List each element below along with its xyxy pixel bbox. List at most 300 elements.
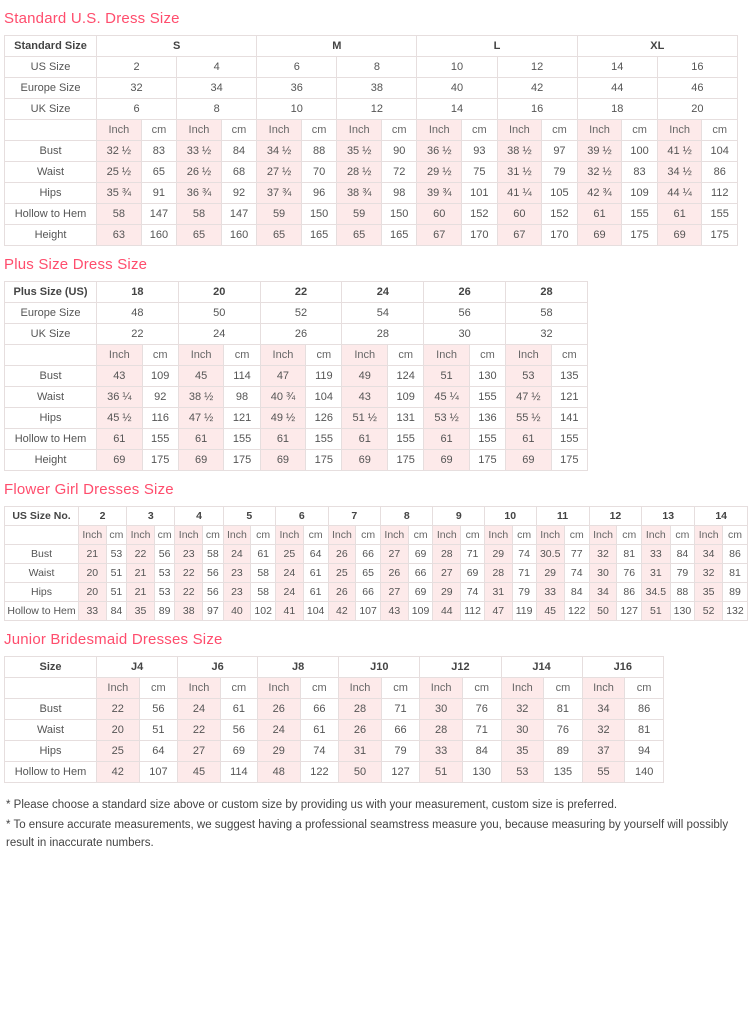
- size-11: 11: [536, 507, 589, 526]
- cell: 32 ½: [577, 162, 622, 183]
- size-22: 22: [260, 282, 342, 303]
- size-8: 8: [381, 507, 433, 526]
- cell: 61: [220, 699, 257, 720]
- cell: 107: [139, 762, 178, 783]
- cell: 76: [544, 720, 583, 741]
- cell: 31: [642, 564, 670, 583]
- row-label-europe-size: Europe Size: [5, 78, 97, 99]
- cell: 25: [328, 564, 356, 583]
- cell: 90: [382, 141, 417, 162]
- cell: 23: [175, 545, 203, 564]
- cell: 34: [177, 78, 257, 99]
- plus-size-table: [4, 281, 588, 471]
- cell: 170: [462, 225, 497, 246]
- cell: 41: [276, 602, 304, 621]
- cell: 32: [582, 720, 625, 741]
- cell: 51: [106, 564, 127, 583]
- unit-inch: Inch: [260, 345, 306, 366]
- cell: 28: [342, 324, 424, 345]
- cell: 16: [497, 99, 577, 120]
- unit-cm: cm: [154, 526, 175, 545]
- cell: 31: [485, 583, 513, 602]
- unit-inch: Inch: [258, 678, 301, 699]
- cell: 175: [702, 225, 738, 246]
- cell: 43: [381, 602, 409, 621]
- row-label-hollow-to-hem: Hollow to Hem: [5, 762, 97, 783]
- cell: 6: [97, 99, 177, 120]
- cell: 76: [617, 564, 642, 583]
- cell: 59: [337, 204, 382, 225]
- cell: 81: [625, 720, 664, 741]
- unit-cm: cm: [139, 678, 178, 699]
- table-row: [5, 545, 748, 564]
- cell: 53 ½: [424, 408, 470, 429]
- cell: 170: [542, 225, 577, 246]
- cell: 38: [337, 78, 417, 99]
- cell: 58: [251, 564, 276, 583]
- cell: 36 ¾: [177, 183, 222, 204]
- size-3: 3: [127, 507, 175, 526]
- cell: 69: [577, 225, 622, 246]
- unit-inch: Inch: [433, 526, 461, 545]
- cell: 65: [141, 162, 176, 183]
- cell: 53: [501, 762, 544, 783]
- cell: 10: [257, 99, 337, 120]
- cell: 119: [306, 366, 342, 387]
- cell: 74: [461, 583, 485, 602]
- cell: 35 ¾: [97, 183, 142, 204]
- row-label-waist: Waist: [5, 720, 97, 741]
- table-row: [5, 183, 738, 204]
- table-row: [5, 162, 738, 183]
- cell: 112: [702, 183, 738, 204]
- unit-inch: Inch: [577, 120, 622, 141]
- table-row: [5, 583, 748, 602]
- cell: 155: [469, 429, 505, 450]
- header-standard-size: Standard Size: [5, 36, 97, 57]
- cell: 61: [97, 429, 143, 450]
- table-row: [5, 429, 588, 450]
- unit-inch: Inch: [589, 526, 617, 545]
- header-size: Size: [5, 657, 97, 678]
- cell: 30: [589, 564, 617, 583]
- row-label-bust: Bust: [5, 141, 97, 162]
- unit-cm: cm: [462, 678, 501, 699]
- cell: 44 ¼: [657, 183, 702, 204]
- cell: 135: [551, 366, 587, 387]
- cell: 4: [177, 57, 257, 78]
- size-j12: J12: [420, 657, 501, 678]
- unit-cm: cm: [382, 120, 417, 141]
- cell: 61: [251, 545, 276, 564]
- cell: 60: [497, 204, 542, 225]
- section-title-standard: Standard U.S. Dress Size: [4, 10, 180, 27]
- cell: 25: [97, 741, 140, 762]
- unit-cm: cm: [251, 526, 276, 545]
- cell: 51: [420, 762, 463, 783]
- cell: 32: [97, 78, 177, 99]
- cell: 27: [178, 741, 221, 762]
- cell: 100: [622, 141, 657, 162]
- cell: 18: [577, 99, 657, 120]
- cell: 136: [469, 408, 505, 429]
- cell: 45 ¼: [424, 387, 470, 408]
- cell: 34.5: [642, 583, 670, 602]
- cell: 50: [589, 602, 617, 621]
- cell: 155: [469, 387, 505, 408]
- cell: 58: [177, 204, 222, 225]
- unit-cm: cm: [303, 526, 328, 545]
- cell: 41 ½: [657, 141, 702, 162]
- cell: 150: [382, 204, 417, 225]
- cell: 66: [381, 720, 420, 741]
- cell: 30: [424, 324, 506, 345]
- cell: 51: [642, 602, 670, 621]
- cell: 121: [551, 387, 587, 408]
- cell: 96: [301, 183, 336, 204]
- unit-cm: cm: [142, 345, 178, 366]
- cell: 79: [542, 162, 577, 183]
- cell: 130: [670, 602, 695, 621]
- table-row: [5, 303, 588, 324]
- row-label-height: Height: [5, 450, 97, 471]
- cell: 32 ½: [97, 141, 142, 162]
- cell: 58: [506, 303, 588, 324]
- section-title-junior-bridesmaid: Junior Bridesmaid Dresses Size: [4, 631, 223, 648]
- cell: 42 ¾: [577, 183, 622, 204]
- unit-cm: cm: [306, 345, 342, 366]
- unit-row: [5, 345, 588, 366]
- cell: 6: [257, 57, 337, 78]
- cell: 34: [589, 583, 617, 602]
- note-measurement-accuracy: * To ensure accurate measurements, we suggest having a professional seamstress measure you, because measuring by yourself will possibly result in inaccurate numbers.: [6, 818, 729, 849]
- unit-cm: cm: [702, 120, 738, 141]
- cell: 35: [695, 583, 723, 602]
- cell: 2: [97, 57, 177, 78]
- cell: 84: [670, 545, 695, 564]
- cell: 25: [276, 545, 304, 564]
- cell: 39 ¾: [417, 183, 462, 204]
- cell: 58: [251, 583, 276, 602]
- cell: 32: [589, 545, 617, 564]
- cell: 49 ½: [260, 408, 306, 429]
- cell: 51: [424, 366, 470, 387]
- cell: 30.5: [536, 545, 564, 564]
- cell: 71: [512, 564, 536, 583]
- cell: 135: [544, 762, 583, 783]
- cell: 69: [260, 450, 306, 471]
- cell: 22: [175, 564, 203, 583]
- row-label-hips: Hips: [5, 408, 97, 429]
- cell: 45: [178, 366, 224, 387]
- cell: 66: [356, 583, 381, 602]
- cell: 8: [177, 99, 257, 120]
- cell: 28: [420, 720, 463, 741]
- cell: 26 ½: [177, 162, 222, 183]
- cell: 105: [542, 183, 577, 204]
- cell: 45: [178, 762, 221, 783]
- cell: 37: [582, 741, 625, 762]
- unit-inch: Inch: [328, 526, 356, 545]
- cell: 116: [142, 408, 178, 429]
- cell: 66: [408, 564, 433, 583]
- cell: 61: [300, 720, 339, 741]
- cell: 56: [424, 303, 506, 324]
- cell: 14: [417, 99, 497, 120]
- cell: 126: [306, 408, 342, 429]
- cell: 98: [382, 183, 417, 204]
- cell: 74: [300, 741, 339, 762]
- cell: 23: [223, 583, 251, 602]
- unit-inch: Inch: [79, 526, 107, 545]
- unit-inch: Inch: [420, 678, 463, 699]
- unit-row-label: [5, 526, 79, 545]
- unit-cm: cm: [551, 345, 587, 366]
- row-label-hollow-to-hem: Hollow to Hem: [5, 602, 79, 621]
- table-row: [5, 699, 664, 720]
- cell: 97: [542, 141, 577, 162]
- cell: 89: [544, 741, 583, 762]
- cell: 35: [501, 741, 544, 762]
- note-custom-size: * Please choose a standard size above or custom size by providing us with your measurement, custom size is preferred.: [6, 799, 618, 811]
- cell: 81: [722, 564, 747, 583]
- cell: 51 ½: [342, 408, 388, 429]
- unit-cm: cm: [544, 678, 583, 699]
- group-m: M: [257, 36, 417, 57]
- cell: 28: [433, 545, 461, 564]
- cell: 89: [722, 583, 747, 602]
- cell: 51: [106, 583, 127, 602]
- cell: 61: [178, 429, 224, 450]
- header-us-size-no: US Size No.: [5, 507, 79, 526]
- cell: 61: [577, 204, 622, 225]
- cell: 24: [276, 583, 304, 602]
- cell: 140: [625, 762, 664, 783]
- cell: 29 ½: [417, 162, 462, 183]
- size-j8: J8: [258, 657, 339, 678]
- unit-inch: Inch: [177, 120, 222, 141]
- cell: 29: [536, 564, 564, 583]
- header-plus-size: Plus Size (US): [5, 282, 97, 303]
- cell: 88: [301, 141, 336, 162]
- cell: 34 ½: [657, 162, 702, 183]
- standard-size-table: [4, 35, 738, 246]
- table-row: [5, 282, 588, 303]
- cell: 33: [536, 583, 564, 602]
- unit-cm: cm: [469, 345, 505, 366]
- unit-inch: Inch: [339, 678, 382, 699]
- cell: 20: [79, 564, 107, 583]
- unit-row: [5, 120, 738, 141]
- cell: 70: [301, 162, 336, 183]
- unit-row-label: [5, 120, 97, 141]
- cell: 61: [260, 429, 306, 450]
- cell: 79: [670, 564, 695, 583]
- size-j16: J16: [582, 657, 663, 678]
- size-12: 12: [589, 507, 641, 526]
- unit-inch: Inch: [276, 526, 304, 545]
- cell: 56: [203, 564, 224, 583]
- cell: 36: [257, 78, 337, 99]
- table-row: [5, 204, 738, 225]
- unit-inch: Inch: [97, 678, 140, 699]
- cell: 50: [178, 303, 260, 324]
- size-28: 28: [506, 282, 588, 303]
- cell: 29: [485, 545, 513, 564]
- table-row: [5, 450, 588, 471]
- unit-inch: Inch: [337, 120, 382, 141]
- cell: 65: [356, 564, 381, 583]
- cell: 52: [260, 303, 342, 324]
- cell: 84: [564, 583, 589, 602]
- cell: 33 ½: [177, 141, 222, 162]
- cell: 53: [154, 583, 175, 602]
- cell: 155: [622, 204, 657, 225]
- unit-inch: Inch: [657, 120, 702, 141]
- cell: 44: [577, 78, 657, 99]
- cell: 20: [97, 720, 140, 741]
- cell: 55: [582, 762, 625, 783]
- size-14: 14: [695, 507, 748, 526]
- cell: 47 ½: [506, 387, 552, 408]
- unit-inch: Inch: [642, 526, 670, 545]
- cell: 175: [622, 225, 657, 246]
- section-title-plus: Plus Size Dress Size: [4, 256, 148, 273]
- table-row: [5, 387, 588, 408]
- cell: 69: [220, 741, 257, 762]
- cell: 76: [462, 699, 501, 720]
- cell: 45: [536, 602, 564, 621]
- cell: 122: [300, 762, 339, 783]
- unit-inch: Inch: [497, 120, 542, 141]
- cell: 107: [356, 602, 381, 621]
- cell: 81: [617, 545, 642, 564]
- size-j4: J4: [97, 657, 178, 678]
- table-row: [5, 602, 748, 621]
- cell: 155: [306, 429, 342, 450]
- cell: 47: [485, 602, 513, 621]
- row-label-hollow-to-hem: Hollow to Hem: [5, 429, 97, 450]
- cell: 42: [497, 78, 577, 99]
- row-label-waist: Waist: [5, 564, 79, 583]
- unit-cm: cm: [221, 120, 256, 141]
- cell: 28: [339, 699, 382, 720]
- cell: 104: [306, 387, 342, 408]
- cell: 160: [141, 225, 176, 246]
- unit-cm: cm: [388, 345, 424, 366]
- cell: 52: [695, 602, 723, 621]
- cell: 79: [381, 741, 420, 762]
- cell: 54: [342, 303, 424, 324]
- cell: 38: [175, 602, 203, 621]
- group-s: S: [97, 36, 257, 57]
- unit-inch: Inch: [223, 526, 251, 545]
- unit-cm: cm: [670, 526, 695, 545]
- group-l: L: [417, 36, 577, 57]
- unit-cm: cm: [512, 526, 536, 545]
- flower-girl-size-table: [4, 506, 748, 621]
- cell: 24: [258, 720, 301, 741]
- cell: 141: [551, 408, 587, 429]
- cell: 14: [577, 57, 657, 78]
- unit-cm: cm: [461, 526, 485, 545]
- table-row: [5, 762, 664, 783]
- cell: 109: [408, 602, 433, 621]
- cell: 21: [127, 564, 155, 583]
- cell: 56: [203, 583, 224, 602]
- table-row: [5, 57, 738, 78]
- cell: 109: [388, 387, 424, 408]
- cell: 32: [695, 564, 723, 583]
- cell: 34: [695, 545, 723, 564]
- cell: 44: [433, 602, 461, 621]
- cell: 69: [461, 564, 485, 583]
- cell: 98: [224, 387, 260, 408]
- cell: 36 ¼: [97, 387, 143, 408]
- cell: 88: [670, 583, 695, 602]
- cell: 132: [722, 602, 747, 621]
- cell: 28: [485, 564, 513, 583]
- cell: 24: [178, 699, 221, 720]
- size-5: 5: [223, 507, 275, 526]
- cell: 69: [424, 450, 470, 471]
- cell: 58: [97, 204, 142, 225]
- cell: 61: [342, 429, 388, 450]
- row-label-uk-size: UK Size: [5, 324, 97, 345]
- table-row: [5, 408, 588, 429]
- junior-bridesmaid-size-table: [4, 656, 664, 783]
- cell: 121: [224, 408, 260, 429]
- size-j6: J6: [178, 657, 258, 678]
- cell: 114: [224, 366, 260, 387]
- unit-row: [5, 526, 748, 545]
- cell: 109: [622, 183, 657, 204]
- unit-inch: Inch: [424, 345, 470, 366]
- row-label-bust: Bust: [5, 699, 97, 720]
- cell: 31: [339, 741, 382, 762]
- cell: 155: [224, 429, 260, 450]
- cell: 55 ½: [506, 408, 552, 429]
- unit-inch: Inch: [178, 678, 221, 699]
- cell: 32: [501, 699, 544, 720]
- unit-row-label: [5, 345, 97, 366]
- unit-row-label: [5, 678, 97, 699]
- cell: 86: [617, 583, 642, 602]
- cell: 56: [139, 699, 178, 720]
- unit-cm: cm: [381, 678, 420, 699]
- cell: 20: [79, 583, 107, 602]
- cell: 48: [97, 303, 179, 324]
- size-j10: J10: [339, 657, 420, 678]
- unit-cm: cm: [622, 120, 657, 141]
- cell: 92: [142, 387, 178, 408]
- unit-inch: Inch: [501, 678, 544, 699]
- size-26: 26: [424, 282, 506, 303]
- notes-block: [6, 797, 744, 852]
- cell: 104: [702, 141, 738, 162]
- cell: 26: [260, 324, 342, 345]
- cell: 114: [220, 762, 257, 783]
- cell: 41 ¼: [497, 183, 542, 204]
- row-label-height: Height: [5, 225, 97, 246]
- cell: 175: [224, 450, 260, 471]
- cell: 20: [657, 99, 737, 120]
- table-row: [5, 225, 738, 246]
- unit-inch: Inch: [695, 526, 723, 545]
- cell: 50: [339, 762, 382, 783]
- cell: 130: [469, 366, 505, 387]
- unit-cm: cm: [141, 120, 176, 141]
